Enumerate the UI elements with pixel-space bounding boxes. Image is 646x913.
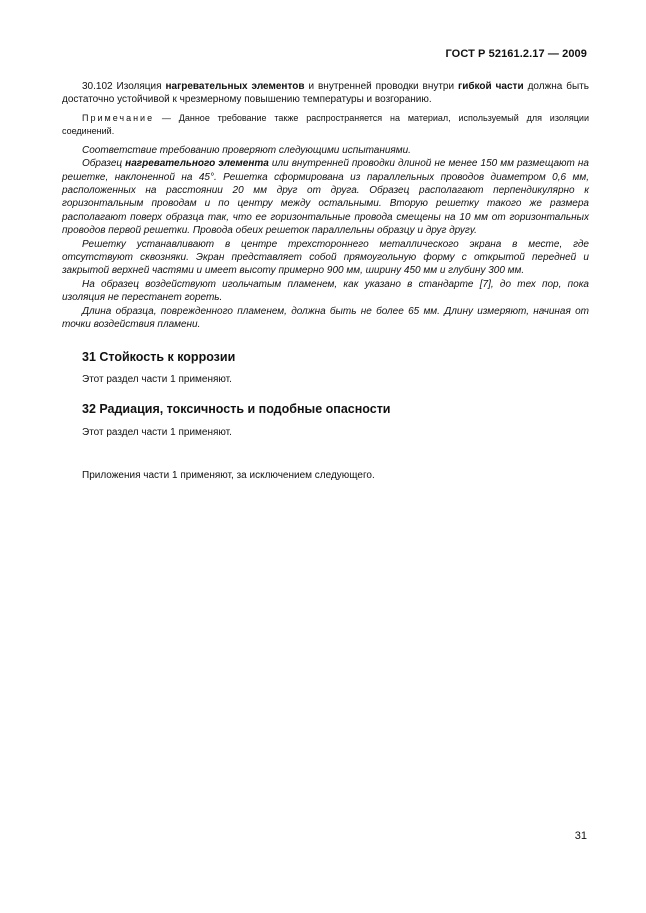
term-flexible-part: гибкой части bbox=[458, 81, 524, 92]
test-sample bbox=[62, 157, 589, 237]
test-intro: Соответствие требованию проверяют следующими испытаниями. bbox=[82, 144, 411, 156]
document-code: ГОСТ Р 52161.2.17 — 2009 bbox=[445, 48, 587, 60]
page-number: 31 bbox=[574, 830, 587, 842]
clause-text: должна быть достаточно устойчивой к чрезмерному повышению температуры и возгоранию. bbox=[62, 81, 590, 106]
test-text: или внутренней проводки длиной не менее 150 мм размещают на решетке, наклоненной на 45°. Решетка сформирована из параллельных проводов диаметром 0,6 мм, расположенных на расстоянии 20 мм друг от друга. Образец располагают перпендикулярно к горизонтальным проводам и по центру между остальными. Вторую решетку такого же размера располагают поверх образца так, что ее горизонтальные провода смещены на 10 мм от горизонтальных проводов первой решетки. Провода обеих решеток параллельны образцу и друг другу. bbox=[62, 158, 589, 237]
test-grid-screen: Решетку устанавливают в центре трехстороннего металлического экрана в месте, где отсутствуют сквозняки. Экран представляет собой прямоугольную форму с открытой передней и закрытой верхней частями и имеет высоту примерно 900 мм, ширину 450 мм и глубину 300 мм. bbox=[62, 238, 589, 277]
clause-30-102 bbox=[62, 80, 589, 107]
section-32-title: 32 Радиация, токсичность и подобные опасности bbox=[82, 402, 391, 417]
clause-text: и внутренней проводки внутри bbox=[304, 81, 459, 92]
test-result: Длина образца, поврежденного пламенем, должна быть не более 65 мм. Длину измеряют, начиная от точки воздействия пламени. bbox=[62, 305, 589, 331]
term-heating-elements: нагревательных элементов bbox=[165, 81, 305, 92]
term-heating-element: нагревательного элемента bbox=[125, 158, 269, 170]
test-text: Образец bbox=[82, 158, 126, 170]
clause-text: 30.102 Изоляция bbox=[82, 81, 166, 92]
annex-note: Приложения части 1 применяют, за исключением следующего. bbox=[82, 470, 375, 482]
section-31-title: 31 Стойкость к коррозии bbox=[82, 349, 236, 364]
test-flame: На образец воздействуют игольчатым пламенем, как указано в стандарте [7], до тех пор, пока изоляция не перестанет гореть. bbox=[62, 278, 589, 304]
section-31-text: Этот раздел части 1 применяют. bbox=[82, 373, 232, 385]
page-content bbox=[62, 80, 589, 483]
section-32-text: Этот раздел части 1 применяют. bbox=[82, 426, 232, 438]
note bbox=[62, 112, 589, 138]
note-text: — Данное требование также распространяется на материал, используемый для изоляции соединений. bbox=[62, 112, 589, 136]
note-label: Примечание bbox=[82, 112, 155, 123]
